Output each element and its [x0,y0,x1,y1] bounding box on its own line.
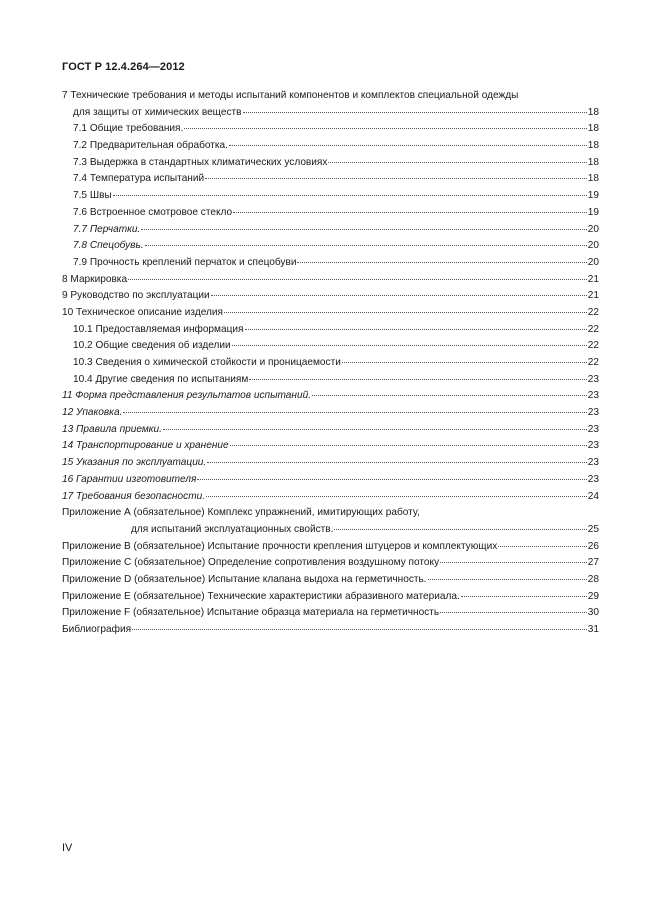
table-of-contents [62,90,599,641]
dot-leader [440,562,587,563]
toc-entry [62,390,599,407]
toc-entry-text: 9 Руководство по эксплуатации [62,290,210,302]
toc-entry-text: 7.3 Выдержка в стандартных климатических условиях [73,156,328,168]
toc-page-number: 18 [587,106,599,118]
dot-leader [113,195,587,196]
toc-entry-text: 10 Техническое описание изделия [62,306,223,318]
dot-leader [297,262,586,263]
toc-page-number: 21 [587,290,599,302]
dot-leader [206,496,587,497]
toc-entry [62,123,599,140]
toc-page-number: 29 [587,590,599,602]
dot-leader [205,178,587,179]
toc-page-number: 24 [587,490,599,502]
dot-leader [245,329,587,330]
toc-entry [62,541,599,558]
toc-entry-text: 16 Гарантии изготовителя [62,473,197,485]
toc-page-number: 25 [587,523,599,535]
toc-entry [62,424,599,441]
toc-entry-text: Приложение D (обязательное) Испытание клапана выдоха на герметичность. [62,573,427,585]
toc-page-number: 18 [587,123,599,135]
toc-entry [62,491,599,508]
toc-entry [62,574,599,591]
toc-entry-text: 11 Форма представления результатов испытаний. [62,390,311,402]
toc-page-number: 23 [587,373,599,385]
toc-entry-text: 7.5 Швы [73,190,112,202]
toc-page-number: 20 [587,240,599,252]
toc-entry [62,474,599,491]
toc-entry-text: для испытаний эксплуатационных свойств. [131,523,334,535]
toc-page-number: 22 [587,323,599,335]
dot-leader [197,479,586,480]
dot-leader [207,462,587,463]
toc-entry-text: для защиты от химических веществ [73,106,242,118]
dot-leader [123,412,586,413]
toc-entry [62,407,599,424]
toc-entry [62,440,599,457]
toc-page-number: 18 [587,156,599,168]
toc-entry-text: 7.8 Спецобувь. [73,240,144,252]
document-header: ГОСТ Р 12.4.264—2012 [62,61,185,73]
dot-leader [229,145,587,146]
dot-leader [132,629,587,630]
toc-section-7-continuation [62,107,599,124]
toc-entry [62,324,599,341]
toc-entry-text: Приложение С (обязательное) Определение сопротивления воздушному потоку [62,557,440,569]
toc-page-number: 30 [587,607,599,619]
toc-entry-text: 15 Указания по эксплуатации. [62,457,207,469]
toc-page-number: 23 [587,440,599,452]
toc-appendix-a-title: Приложение А (обязательное) Комплекс упражнений, имитирующих работу, [62,507,420,519]
toc-entry [62,257,599,274]
toc-entry-text: Библиография [62,624,132,635]
toc-entry-text: 14 Транспортирование и хранение [62,440,229,452]
toc-page-number: 21 [587,273,599,285]
toc-entry [62,307,599,324]
toc-entry-text: 8 Маркировка [62,273,128,285]
toc-page-number: 18 [587,173,599,185]
dot-leader [498,546,586,547]
toc-entry [62,240,599,257]
toc-page-number: 20 [587,223,599,235]
toc-entry [62,591,599,608]
toc-entry-text: 7.9 Прочность креплений перчаток и спецобуви [73,256,297,268]
toc-entry-text: 10.3 Сведения о химической стойкости и проницаемости [73,357,341,368]
toc-page-number: 22 [587,340,599,352]
dot-leader [224,312,587,313]
toc-entry [62,374,599,391]
toc-page-number: 26 [587,540,599,552]
dot-leader [230,445,587,446]
dot-leader [128,279,587,280]
toc-entry [62,224,599,241]
toc-page-number: 19 [587,190,599,202]
dot-leader [312,395,587,396]
toc-entry [62,157,599,174]
toc-page-number: 31 [587,624,599,635]
toc-page-number: 22 [587,357,599,368]
page-number-footer: IV [62,842,73,854]
toc-entry-text: 10.4 Другие сведения по испытаниям [73,373,249,385]
toc-page-number: 23 [587,457,599,469]
toc-entry-text: 10.2 Общие сведения об изделии [73,340,231,352]
toc-page-number: 27 [587,557,599,569]
toc-page-number: 23 [587,390,599,402]
dot-leader [233,212,587,213]
toc-entry [62,457,599,474]
toc-entry [62,557,599,574]
toc-page-number: 23 [587,473,599,485]
dot-leader [243,112,587,113]
toc-entry-text: 10.1 Предоставляемая информация [73,323,244,335]
toc-entry [62,207,599,224]
toc-entry-text: 7.6 Встроенное смотровое стекло [73,206,233,218]
toc-appendices-list [62,541,599,641]
toc-entry [62,190,599,207]
toc-page-number: 28 [587,573,599,585]
toc-entry [62,173,599,190]
dot-leader [141,229,586,230]
toc-entry-text: 7.2 Предварительная обработка. [73,140,228,152]
dot-leader [211,295,587,296]
dot-leader [232,345,587,346]
dot-leader [328,162,586,163]
toc-page-number: 18 [587,140,599,152]
toc-page-number: 22 [587,306,599,318]
toc-entry-text: 12 Упаковка. [62,407,123,419]
toc-entry [62,290,599,307]
toc-page-number: 20 [587,256,599,268]
toc-entry [62,340,599,357]
dot-leader [428,579,587,580]
dot-leader [145,245,587,246]
toc-entry [62,140,599,157]
toc-items-list [62,123,599,507]
toc-appendix-a-continuation [62,524,599,541]
toc-page-number: 23 [587,423,599,435]
toc-entry [62,357,599,374]
toc-entry [62,624,599,641]
toc-page-number: 23 [587,407,599,419]
toc-entry-text: Приложение Е (обязательное) Технические характеристики абразивного материала. [62,590,460,602]
toc-entry-text: 7.7 Перчатки. [73,223,141,235]
dot-leader [163,429,587,430]
toc-entry-text: 17 Требования безопасности. [62,490,206,502]
toc-entry-text: Приложение В (обязательное) Испытание прочности крепления штуцеров и комплектующих [62,540,498,552]
toc-entry-text: 13 Правила приемки. [62,423,162,435]
toc-entry-text: 7.1 Общие требования. [73,123,184,135]
toc-entry [62,274,599,291]
dot-leader [440,612,587,613]
dot-leader [342,362,587,363]
toc-section-7-title: 7 Технические требования и методы испытаний компонентов и комплектов специальной одежды [62,90,519,101]
toc-entry [62,607,599,624]
toc-entry-text: Приложение F (обязательное) Испытание образца материала на герметичность [62,607,440,619]
dot-leader [249,379,586,380]
toc-entry-text: 7.4 Температура испытаний [73,173,205,185]
dot-leader [184,128,586,129]
toc-page-number: 19 [587,206,599,218]
dot-leader [461,596,587,597]
dot-leader [334,529,586,530]
